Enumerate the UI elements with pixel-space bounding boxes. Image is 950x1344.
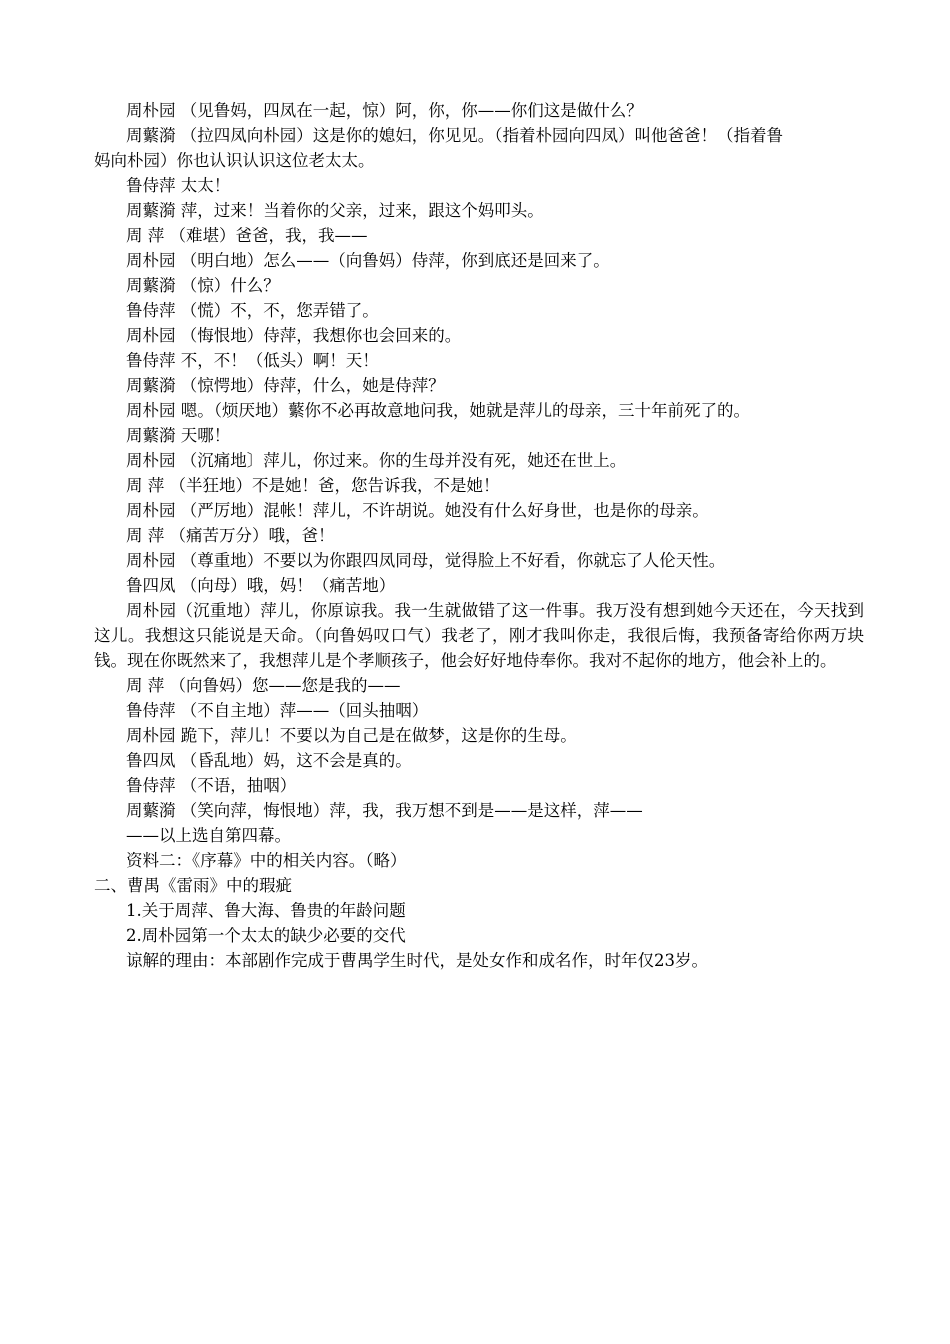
section-heading: 二、曹禺《雷雨》中的瑕疵	[94, 876, 292, 895]
dialogue-line: 周蘩漪 天哪！	[126, 426, 231, 445]
dialogue-line: 周蘩漪 萍，过来！当着你的父亲，过来，跟这个妈叩头。	[126, 201, 544, 220]
dialogue-line: 鲁侍萍 不，不！（低头）啊！天！	[126, 351, 379, 370]
dialogue-line: 周朴园 （悔恨地）侍萍，我想你也会回来的。	[126, 326, 462, 345]
dialogue-line: 周蘩漪 （笑向萍，悔恨地）萍，我，我万想不到是——是这样，萍——	[126, 801, 643, 820]
dialogue-line: 鲁侍萍 （慌）不，不，您弄错了。	[126, 301, 379, 320]
dialogue-line: 周朴园 （尊重地）不要以为你跟四凤同母，觉得脸上不好看，你就忘了人伦天性。	[126, 551, 726, 570]
dialogue-line: 鲁侍萍 （不语，抽咽）	[126, 776, 297, 795]
dialogue-line: 鲁侍萍 太太！	[126, 176, 231, 195]
dialogue-line: 周朴园 嗯。（烦厌地）蘩你不必再故意地问我，她就是萍儿的母亲，三十年前死了的。	[126, 401, 750, 420]
dialogue-line: 周 萍 （难堪）爸爸，我，我——	[126, 226, 368, 245]
dialogue-line: 周朴园 跪下，萍儿！不要以为自己是在做梦，这是你的生母。	[126, 726, 577, 745]
dialogue-line: 周 萍 （痛苦万分）哦，爸！	[126, 526, 335, 545]
source-note: ——以上选自第四幕。	[126, 826, 291, 845]
dialogue-line: 鲁四凤 （向母）哦，妈！（痛苦地）	[126, 576, 396, 595]
section-item: 谅解的理由：本部剧作完成于曹禺学生时代，是处女作和成名作，时年仅23岁。	[126, 951, 708, 970]
dialogue-line: 周 萍 （向鲁妈）您——您是我的——	[126, 676, 401, 695]
dialogue-line: 周 萍 （半狂地）不是她！爸，您告诉我，不是她！	[126, 476, 500, 495]
dialogue-line: 周蘩漪 （惊愕地）侍萍，什么，她是侍萍？	[126, 376, 445, 395]
material-note: 资料二：《序幕》中的相关内容。（略）	[126, 851, 407, 870]
dialogue-line: 周蘩漪 （拉四凤向朴园）这是你的媳妇，你见见。（指着朴园向四凤）叫他爸爸！（指着鲁	[126, 126, 783, 145]
dialogue-line: 鲁四凤 （昏乱地）妈，这不会是真的。	[126, 751, 412, 770]
section-item: 2.周朴园第一个太太的缺少必要的交代	[126, 926, 406, 945]
dialogue-paragraph: 周朴园（沉重地）萍儿，你原谅我。我一生就做错了这一件事。我万没有想到她今天还在，今天找到这儿。我想这只能说是天命。（向鲁妈叹口气）我老了，刚才我叫你走，我很后悔，我预备寄给你两万块钱。现在你既然来了，我想萍儿是个孝顺孩子，他会好好地侍奉你。我对不起你的地方，他会补上的。	[94, 601, 864, 670]
dialogue-line: 周朴园 （严厉地）混帐！萍儿，不许胡说。她没有什么好身世，也是你的母亲。	[126, 501, 709, 520]
dialogue-line: 周朴园 （明白地）怎么——（向鲁妈）侍萍，你到底还是回来了。	[126, 251, 610, 270]
dialogue-line: 周蘩漪 （惊）什么？	[126, 276, 280, 295]
section-item: 1.关于周萍、鲁大海、鲁贵的年龄问题	[126, 901, 406, 920]
dialogue-line: 周朴园 （沉痛地〕萍儿，你过来。你的生母并没有死，她还在世上。	[126, 451, 627, 470]
dialogue-line: 周朴园 （见鲁妈，四凤在一起，惊）阿，你，你——你们这是做什么？	[126, 101, 643, 120]
dialogue-line: 鲁侍萍 （不自主地）萍——（回头抽咽）	[126, 701, 429, 720]
document-page	[94, 98, 864, 973]
dialogue-line-continuation: 妈向朴园）你也认识认识这位老太太。	[94, 151, 375, 170]
